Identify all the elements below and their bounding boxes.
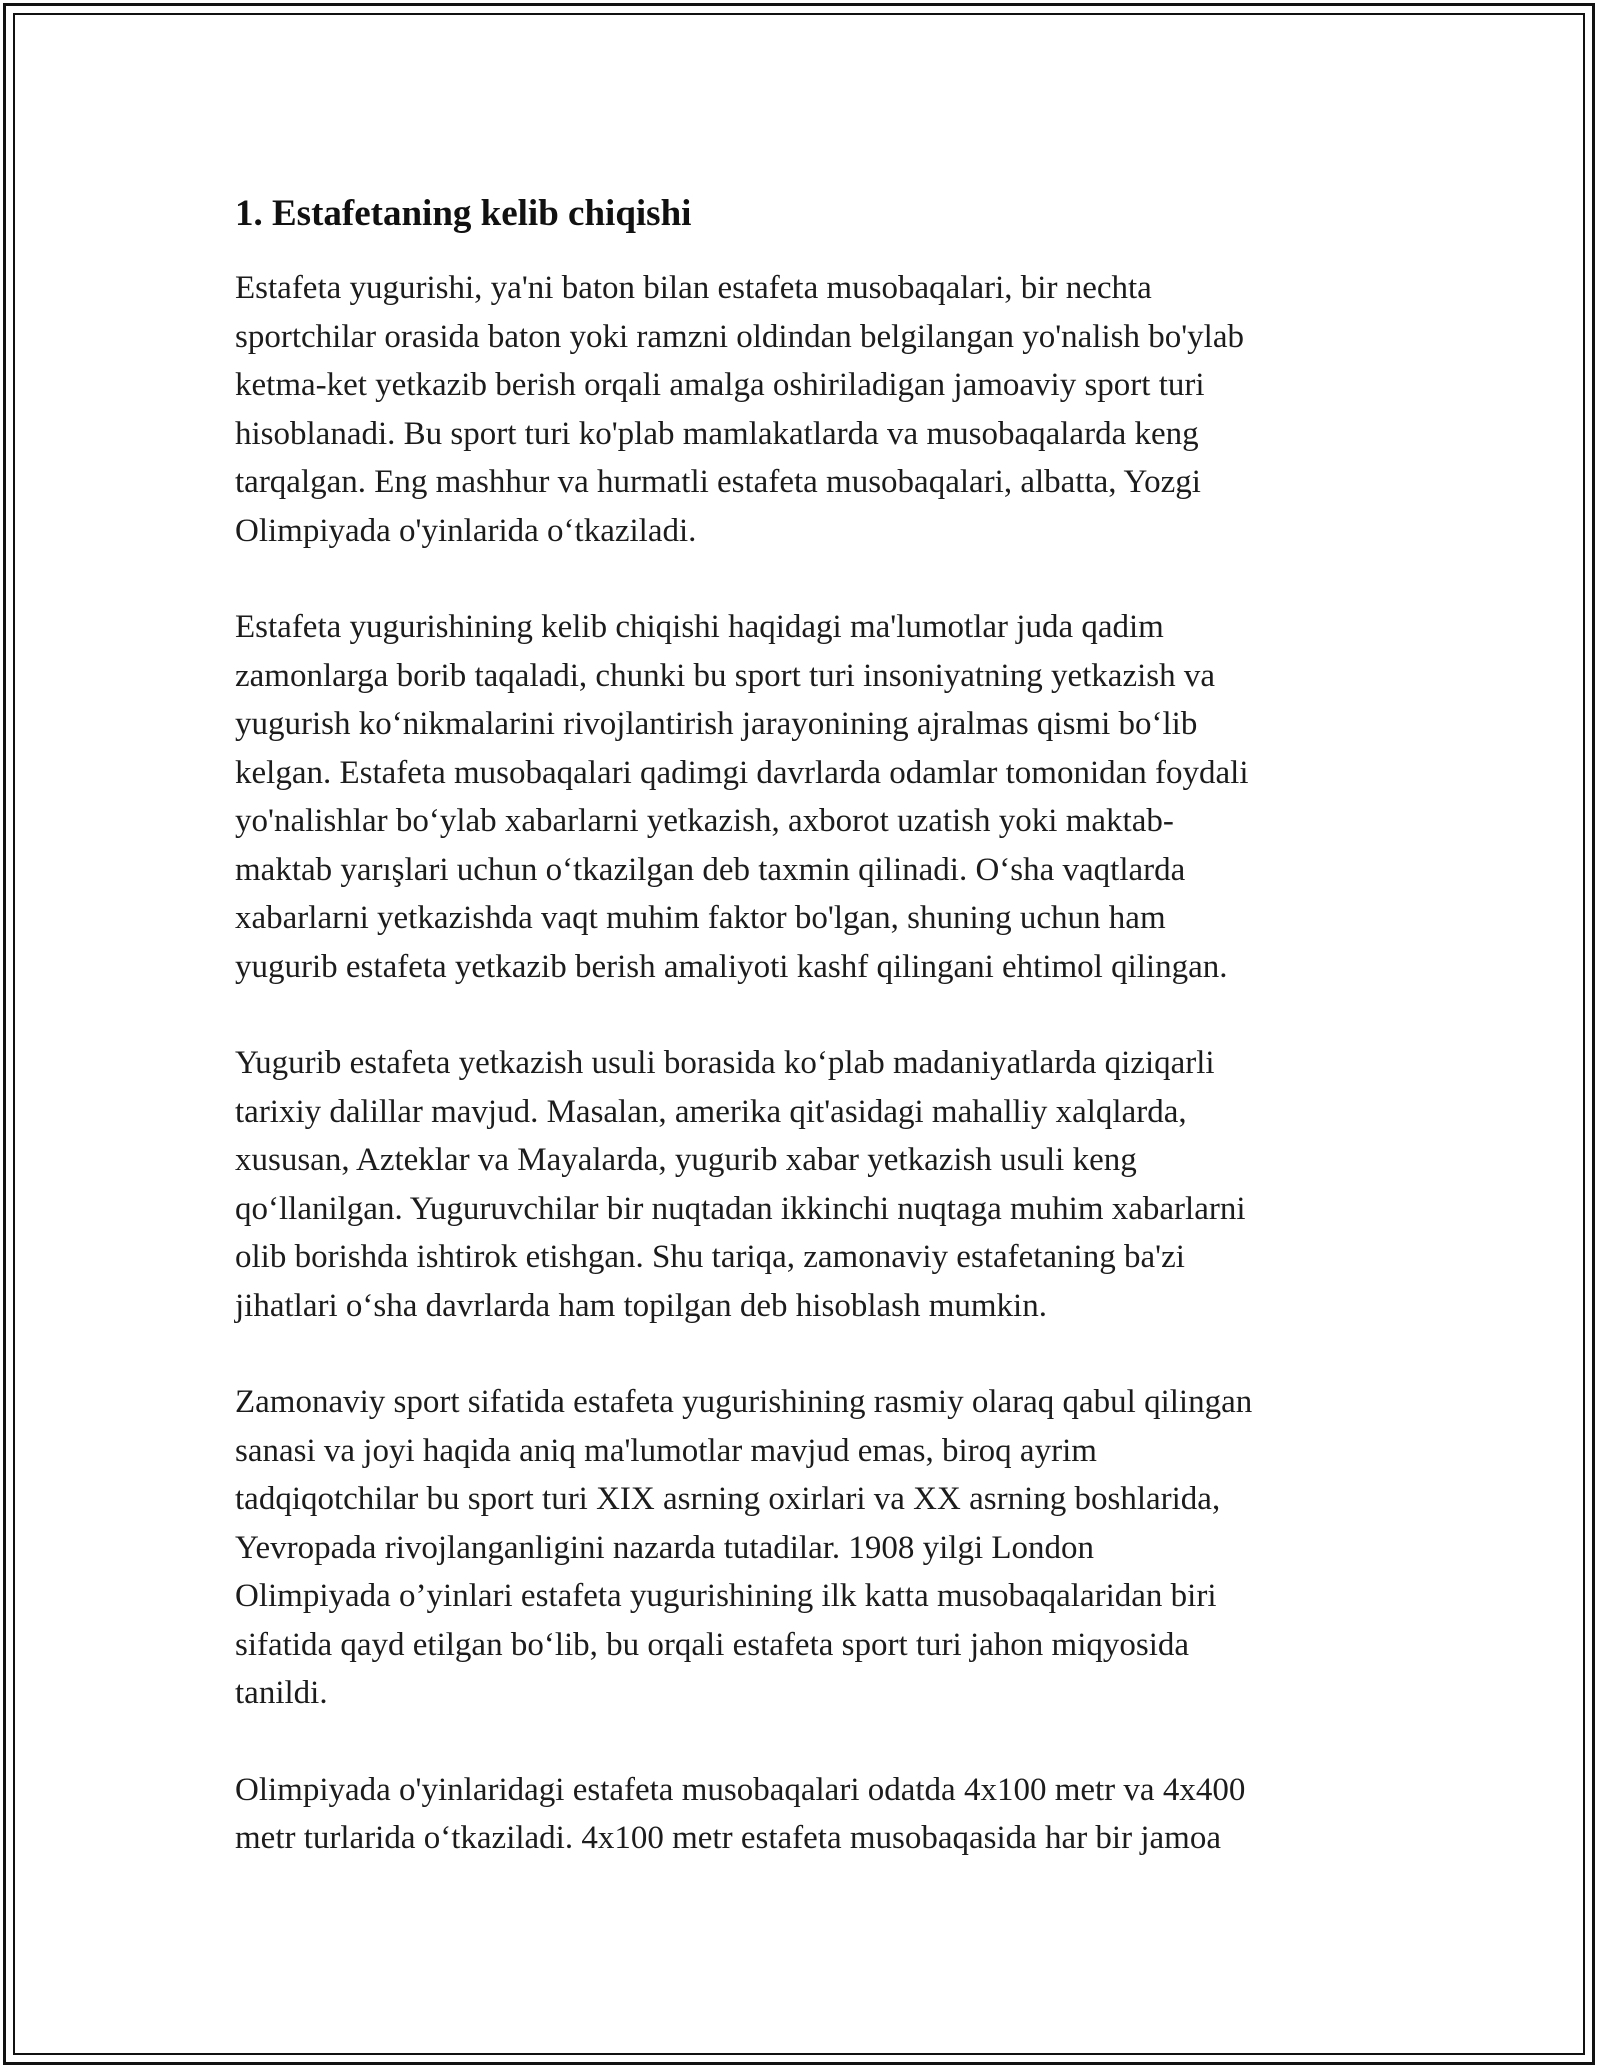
paragraph-line: hisoblanadi. Bu sport turi ko'plab mamlakatlarda va musobaqalarda keng [235, 415, 1199, 452]
paragraph-line: sanasi va joyi haqida aniq ma'lumotlar mavjud emas, biroq ayrim [235, 1432, 1097, 1469]
paragraph [235, 603, 1365, 991]
paragraph-line: qo‘llanilgan. Yuguruvchilar bir nuqtadan ikkinchi nuqtaga muhim xabarlarni [235, 1190, 1246, 1227]
paragraph-line: Zamonaviy sport sifatida estafeta yugurishining rasmiy olaraq qabul qilingan [235, 1384, 1253, 1421]
section-heading: 1. Estafetaning kelib chiqishi [235, 193, 692, 234]
paragraph-line: tanildi. [235, 1675, 328, 1712]
paragraph-line: Yevropada rivojlanganligini nazarda tutadilar. 1908 yilgi London [235, 1529, 1095, 1566]
paragraph [235, 1766, 1365, 1863]
paragraph-line: metr turlarida o‘tkaziladi. 4x100 metr estafeta musobaqasida har bir jamoa [235, 1820, 1221, 1857]
paragraph-line: sifatida qayd etilgan bo‘lib, bu orqali estafeta sport turi jahon miqyosida [235, 1626, 1190, 1663]
paragraph-line: xabarlarni yetkazishda vaqt muhim faktor bo'lgan, shuning uchun ham [235, 900, 1166, 937]
paragraph-line: ketma-ket yetkazib berish orqali amalga oshiriladigan jamoaviy sport turi [235, 367, 1205, 404]
paragraph-line: Estafeta yugurishining kelib chiqishi haqidagi ma'lumotlar juda qadim [235, 609, 1164, 646]
paragraph-line: tarqalgan. Eng mashhur va hurmatli estafeta musobaqalari, albatta, Yozgi [235, 464, 1201, 501]
paragraph-line: Estafeta yugurishi, ya'ni baton bilan estafeta musobaqalari, bir nechta [235, 270, 1152, 307]
paragraph-line: sportchilar orasida baton yoki ramzni oldindan belgilangan yo'nalish bo'ylab [235, 318, 1244, 355]
document-body [235, 180, 1365, 1911]
paragraph-line: Yugurib estafeta yetkazish usuli borasida ko‘plab madaniyatlarda qiziqarli [235, 1045, 1215, 1082]
paragraph-line: Olimpiyada o’yinlari estafeta yugurishining ilk katta musobaqalaridan biri [235, 1578, 1217, 1615]
paragraph-line: zamonlarga borib taqaladi, chunki bu sport turi insoniyatning yetkazish va [235, 657, 1215, 694]
paragraph-line: yugurish ko‘nikmalarini rivojlantirish jarayonining ajralmas qismi bo‘lib [235, 706, 1198, 743]
paragraph-line: maktab yarışlari uchun o‘tkazilgan deb taxmin qilinadi. O‘sha vaqtlarda [235, 851, 1186, 888]
paragraph [235, 264, 1365, 555]
paragraph-line: yo'nalishlar bo‘ylab xabarlarni yetkazish, axborot uzatish yoki maktab- [235, 803, 1174, 840]
paragraph-line: xususan, Azteklar va Mayalarda, yugurib xabar yetkazish usuli keng [235, 1142, 1137, 1179]
paragraph-line: Olimpiyada o'yinlaridagi estafeta musobaqalari odatda 4x100 metr va 4x400 [235, 1771, 1246, 1808]
paragraph [235, 1039, 1365, 1330]
paragraph-line: Olimpiyada o'yinlarida o‘tkaziladi. [235, 512, 697, 549]
paragraph-line: tadqiqotchilar bu sport turi XIX asrning oxirlari va XX asrning boshlarida, [235, 1481, 1221, 1518]
paragraph-list [235, 264, 1365, 1863]
paragraph-line: yugurib estafeta yetkazib berish amaliyoti kashf qilingani ehtimol qilingan. [235, 948, 1228, 985]
paragraph [235, 1378, 1365, 1718]
paragraph-line: kelgan. Estafeta musobaqalari qadimgi davrlarda odamlar tomonidan foydali [235, 754, 1249, 791]
paragraph-line: olib borishda ishtirok etishgan. Shu tariqa, zamonaviy estafetaning ba'zi [235, 1239, 1185, 1276]
paragraph-line: tarixiy dalillar mavjud. Masalan, amerika qit'asidagi mahalliy xalqlarda, [235, 1093, 1187, 1130]
paragraph-line: jihatlari o‘sha davrlarda ham topilgan deb hisoblash mumkin. [235, 1287, 1047, 1324]
